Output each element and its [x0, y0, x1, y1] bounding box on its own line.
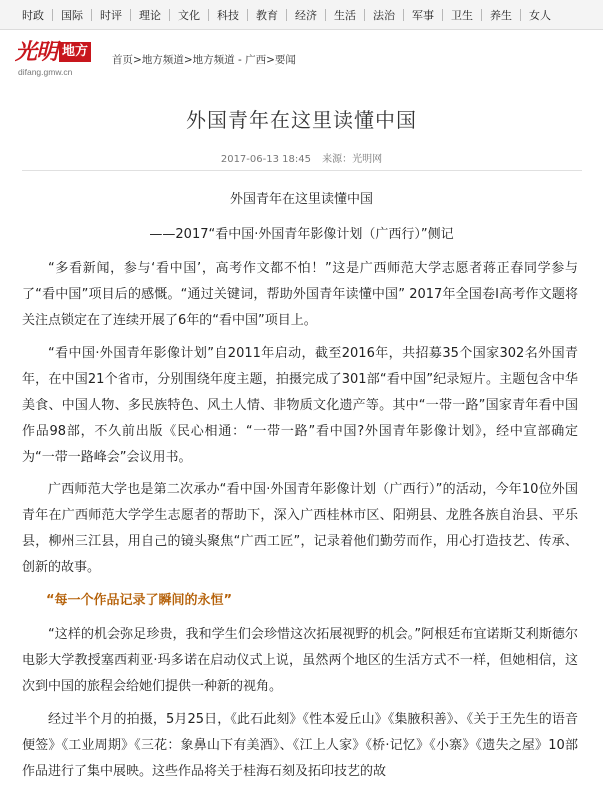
breadcrumb-separator: >	[133, 54, 142, 66]
paragraph-5: 经过半个月的拍摄，5月25日，《此石此刻》《性本爱丘山》《集腋积善》、《关于王先生的语音便签》《工业周期》《三花：象鼻山下有美酒》、《江上人家》《桥·记忆》《小寨》《遗失之屋》10部作品进行了集中展映。这些作品将关于桂海石刻及拓印技艺的故	[22, 712, 578, 779]
site-logo[interactable]	[15, 40, 105, 78]
paragraph-1: “多看新闻，参与‘看中国’，高考作文都不怕！”这是广西师范大学志愿者蒋正春同学参与了“看中国”项目后的感慨。“通过关键词，帮助外国青年读懂中国” 2017年全国卷Ⅰ高考作文题将关注点锁定在了连续开展了6年的“看中国”项目上。	[22, 261, 578, 328]
logo-text: 光明	[15, 39, 58, 65]
nav-link[interactable]: 时评	[100, 8, 122, 22]
breadcrumb-link[interactable]: 地方频道 - 广西	[192, 54, 267, 66]
lead-title: 外国青年在这里读懂中国	[229, 192, 373, 207]
nav-link[interactable]: 生活	[334, 8, 356, 22]
breadcrumb-link[interactable]: 首页	[112, 54, 133, 66]
nav-separator	[520, 9, 521, 21]
paragraph-2: “看中国·外国青年影像计划”自2011年启动，截至2016年，共招募35个国家302名外国青年，在中国21个省市，分别围绕年度主题，拍摄完成了301部“看中国”纪录短片。主题包含中华美食、中国人物、多民族特色、风土人情、非物质文化遗产等。其中“一带一路”国家青年看中国作品98部，不久前出版《民心相通：“一带一路”看中国?外国青年影像计划》，经中宣部确定为“一带一路峰会”会议用书。	[22, 346, 578, 465]
nav-separator	[247, 9, 248, 21]
nav-separator	[52, 9, 53, 21]
nav-link[interactable]: 时政	[22, 8, 44, 22]
nav-separator	[130, 9, 131, 21]
nav-link[interactable]: 经济	[295, 8, 317, 22]
nav-link[interactable]: 法治	[373, 8, 395, 22]
article-meta	[0, 150, 603, 165]
publish-date: 2017-06-13 18:45	[220, 154, 311, 165]
nav-separator	[208, 9, 209, 21]
breadcrumb-link[interactable]: 要闻	[274, 54, 296, 66]
breadcrumb	[112, 52, 296, 67]
nav-separator	[325, 9, 326, 21]
logo-mark	[15, 40, 91, 64]
nav-link[interactable]: 文化	[178, 8, 200, 22]
nav-link[interactable]: 科技	[217, 8, 239, 22]
nav-link[interactable]: 国际	[61, 8, 83, 22]
nav-link[interactable]: 理论	[139, 8, 161, 22]
nav-link[interactable]: 军事	[412, 8, 434, 22]
nav-link[interactable]: 教育	[256, 8, 278, 22]
nav-separator	[169, 9, 170, 21]
article-title: 外国青年在这里读懂中国	[186, 108, 417, 132]
nav-separator	[286, 9, 287, 21]
nav-separator	[364, 9, 365, 21]
nav-link[interactable]: 卫生	[451, 8, 473, 22]
section-subhead: “每一个作品记录了瞬间的永恒”	[46, 593, 233, 608]
paragraph-3: 广西师范大学也是第二次承办“看中国·外国青年影像计划（广西行）”的活动，今年10位外国青年在广西师范大学学生志愿者的帮助下，深入广西桂林市区、阳朔县、龙胜各族自治县、平乐县，柳州三江县，用自己的镜头聚焦“广西工匠”，记录着他们勤劳而作，用心打造技艺、传承、创新的故事。	[22, 482, 578, 575]
breadcrumb-separator: >	[183, 54, 193, 66]
nav-separator	[442, 9, 443, 21]
nav-link[interactable]: 女人	[529, 8, 551, 22]
logo-domain: difang.gmw.cn	[18, 67, 73, 77]
paragraph-4: “这样的机会弥足珍贵，我和学生们会珍惜这次拓展视野的机会。”阿根廷布宜诺斯艾利斯德尔电影大学教授塞西莉亚·玛多诺在启动仪式上说，虽然两个地区的生活方式不一样，但她相信，这次到中国的旅程会给她们提供一种新的视角。	[22, 627, 578, 694]
nav-separator	[403, 9, 404, 21]
lead-subtitle: ——2017“看中国·外国青年影像计划（广西行）”侧记	[149, 227, 454, 242]
title-divider	[22, 170, 582, 171]
breadcrumb-link[interactable]: 地方频道	[141, 54, 184, 66]
article-source: 来源：光明网	[322, 154, 383, 165]
nav-link[interactable]: 养生	[490, 8, 512, 22]
logo-channel-badge: 地方	[59, 42, 91, 62]
top-nav	[0, 0, 603, 30]
nav-separator	[481, 9, 482, 21]
nav-separator	[91, 9, 92, 21]
breadcrumb-separator: >	[266, 54, 275, 66]
